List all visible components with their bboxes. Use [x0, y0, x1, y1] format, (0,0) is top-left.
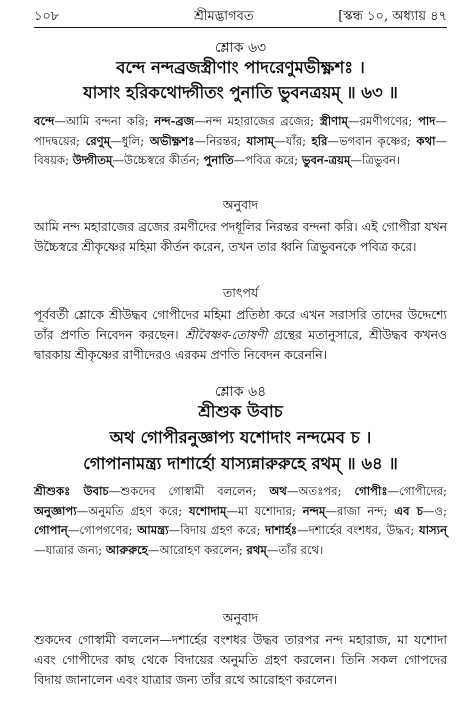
synonym-meaning: তাঁর রথে। [278, 542, 324, 557]
synonym-meaning: বিষয়ক; [34, 153, 73, 167]
verse-63-synonyms: বন্দে—আমি বন্দনা করি; নন্দ-ব্রজ—নন্দ মহারাজের ব্রজের; স্ত্রীণাম্—রমণীগণের; পাদ—পাদদ্বয়ের; রেণুম্—ধুলি; অভীক্ষ্ণশঃ—নিরন্তর; যাসাম্—যাঁর; হরি—ভগবান কৃষ্ণের; কথা—বিষয়ক; উদ্গীতম্—উচ্চেস্বরে কীর্তন; পুনাতি—পবিত্র করে; ভুবন-ত্রয়ম্—ত্রিভুবন। [34, 114, 448, 167]
synonym-meaning: নিরন্তর; [206, 133, 247, 148]
synonym-meaning: অতঃপর; [298, 484, 355, 498]
synonym-word: কথা [416, 133, 436, 148]
verse-64-synonyms: শ্রীশুকঃ উবাচ—শুকদেব গোস্বামী বললেন; অথ—অতঃপর; গোপীঃ—গোপীদের; অনুজ্ঞাপ্য—অনুমতি গ্রহণ করে; যশোদাম্—মা যশোদার; নন্দম্—রাজা নন্দ; এব চ—ও; গোপান্—গোপগণের; আমন্ত্র্য—বিদায় গ্রহণ করে; দাশার্হঃ—দশার্হের বংশধর, উদ্ধব; যাস্যন্—যাত্রার জন্য; আরুরুহে—আরোহণ করলেন; রথম্—তাঁর রথে। [34, 484, 447, 557]
synonym-meaning: গোপগণের; [79, 523, 138, 537]
synonym-word: যাস্যন্ [419, 523, 447, 537]
synonym-meaning: রাজা নন্দ; [337, 503, 395, 518]
synonym-meaning: আমি বন্দনা করি; [66, 114, 155, 128]
synonym-word: আমন্ত্র্য [137, 523, 169, 537]
synonym-word: অথ [269, 484, 287, 498]
synonym-meaning: যাত্রার জন্য; [45, 542, 106, 557]
synonym-word: পুনাতি [203, 153, 234, 167]
synonym-word: দাশার্হঃ [265, 523, 298, 537]
synonym-meaning: শুকদেব গোস্বামী বললেন; [120, 484, 270, 498]
page-number: ১০৮ [34, 9, 60, 24]
synonym-meaning: গোপীদের; [399, 484, 447, 498]
synonym-word: এব চ [394, 503, 423, 518]
purport-text-continued: গ্রন্থের মতানুসারে, শ্রীউদ্ধব কখনও দ্বারকায় শ্রীকৃষ্ণের রাণীদেরও এরকম প্রণতি নিবেদন করেননি। [34, 328, 447, 362]
synonym-word: নন্দ-ব্রজ [154, 114, 195, 128]
synonym-word: ভুবন-ত্রয়ম্ [301, 153, 351, 167]
purport-text: পূর্ববর্তী শ্লোকে শ্রীউদ্ধব গোপীদের মহিমা প্রতিষ্ঠা করে এখন সরাসরি তাদের উদ্দেশ্যে তাঁর প্রণতি নিবেদন করছেন। [34, 308, 447, 342]
verse-64-label: শ্লোক ৬৪ [214, 384, 267, 400]
synonym-word: হরি [311, 133, 328, 148]
synonym-word: অনুজ্ঞাপ্য [34, 503, 77, 518]
synonym-word: গোপীঃ [354, 484, 388, 498]
synonym-word: শ্রীশুকঃ উবাচ [34, 484, 109, 498]
synonym-word: রেণুম্ [85, 133, 111, 148]
synonym-word: বন্দে [34, 114, 55, 128]
book-title: শ্রীমদ্ভাগবত [194, 9, 254, 24]
synonym-meaning: ধুলি; [121, 133, 150, 148]
synonym-meaning: ভগবান কৃষ্ণের; [339, 133, 417, 148]
verse-64-speaker: শ্রীশুক উবাচ [198, 402, 283, 421]
header-rule [34, 27, 447, 28]
running-header [34, 5, 447, 27]
synonym-word: পাদ [418, 114, 436, 128]
synonym-meaning: দশার্হের বংশধর, উদ্ধব; [308, 523, 420, 537]
synonym-meaning: নন্দ মহারাজের ব্রজের; [205, 114, 320, 128]
synonym-meaning: বিদায় গ্রহণ করে; [180, 523, 266, 537]
synonym-meaning: উচ্চেস্বরে কীর্তন; [124, 153, 204, 167]
section-reference: [স্কন্ধ ১০, অধ্যায় ৪৭ [338, 9, 447, 24]
verse-63-translation-label: অনুবাদ [222, 197, 259, 212]
synonym-word: অভীক্ষ্ণশঃ [149, 133, 195, 148]
verse-63-line-1: বন্দে নন্দব্রজস্ত্রীণাং পাদরেণুমভীক্ষ্ণশঃ । [116, 58, 365, 77]
verse-63-translation: আমি নন্দ মহারাজের ব্রজের রমণীদের পদধূলির নিরন্তর বন্দনা করি। এই গোপীরা যখন উচ্চৈস্বরে শ্রীকৃষ্ণের মহিমা কীর্তন করেন, তখন তার ধ্বনি ত্রিভুবনকে পবিত্র করে। [34, 220, 447, 254]
verse-63-label: শ্লোক ৬৩ [214, 40, 267, 56]
synonym-meaning: মা যশোদার; [238, 503, 303, 518]
synonym-meaning: পাদদ্বয়ের; [34, 133, 86, 148]
synonym-word: গোপান্ [34, 523, 68, 537]
synonym-word: রথম্ [246, 542, 267, 557]
synonym-word: স্ত্রীণাম্ [319, 114, 348, 128]
verse-63-purport-label: তাৎপর্য [222, 285, 259, 300]
synonym-word: নন্দম্ [302, 503, 326, 518]
verse-63-line-2: যাসাং হরিকথোদ্গীতং পুনাতি ভুবনত্রয়ম্ ॥ ৬৩ ॥ [83, 83, 398, 102]
verse-63-purport [34, 305, 447, 365]
synonym-word: যশোদাম্ [188, 503, 227, 518]
synonym-meaning: ও; [434, 503, 447, 518]
synonym-meaning: অনুমতি গ্রহণ করে; [88, 503, 189, 518]
verse-64-line-2: গোপানামন্ত্র্য দাশার্হো যাস্যন্নারুরুহে রথম্ ॥ ৬৪ ॥ [83, 454, 398, 473]
synonym-meaning: পবিত্র করে; [245, 153, 302, 167]
verse-64-translation-label: অনুবাদ [222, 610, 259, 625]
purport-book-reference: শ্রীবৈষ্ণব-তোষণী [185, 328, 268, 342]
verse-64-line-1: অথ গোপীরনুজ্ঞাপ্য যশোদাং নন্দমেব চ । [109, 428, 372, 447]
synonym-meaning: রমণীগণের; [359, 114, 419, 128]
verse-64-translation: শুকদেব গোস্বামী বললেন—দশার্হের বংশধর উদ্ধব তারপর নন্দ মহারাজ, মা যশোদা এবং গোপীদের কাছ থেকে বিদায়ের অনুমতি গ্রহণ করলেন। তিনি সকল গোপদের বিদায় জানালেন এবং যাত্রার জন্য তাঁর রথে আরোহণ করলেন। [34, 633, 447, 687]
synonym-meaning: যাঁর; [285, 133, 312, 148]
synonym-word: উদ্গীতম্ [72, 153, 113, 167]
synonym-meaning: আরোহণ করলেন; [159, 542, 247, 557]
synonym-meaning: ত্রিভুবন। [362, 153, 401, 167]
synonym-word: যাসাম্ [246, 133, 275, 148]
synonym-word: আরুরুহে [105, 542, 148, 557]
